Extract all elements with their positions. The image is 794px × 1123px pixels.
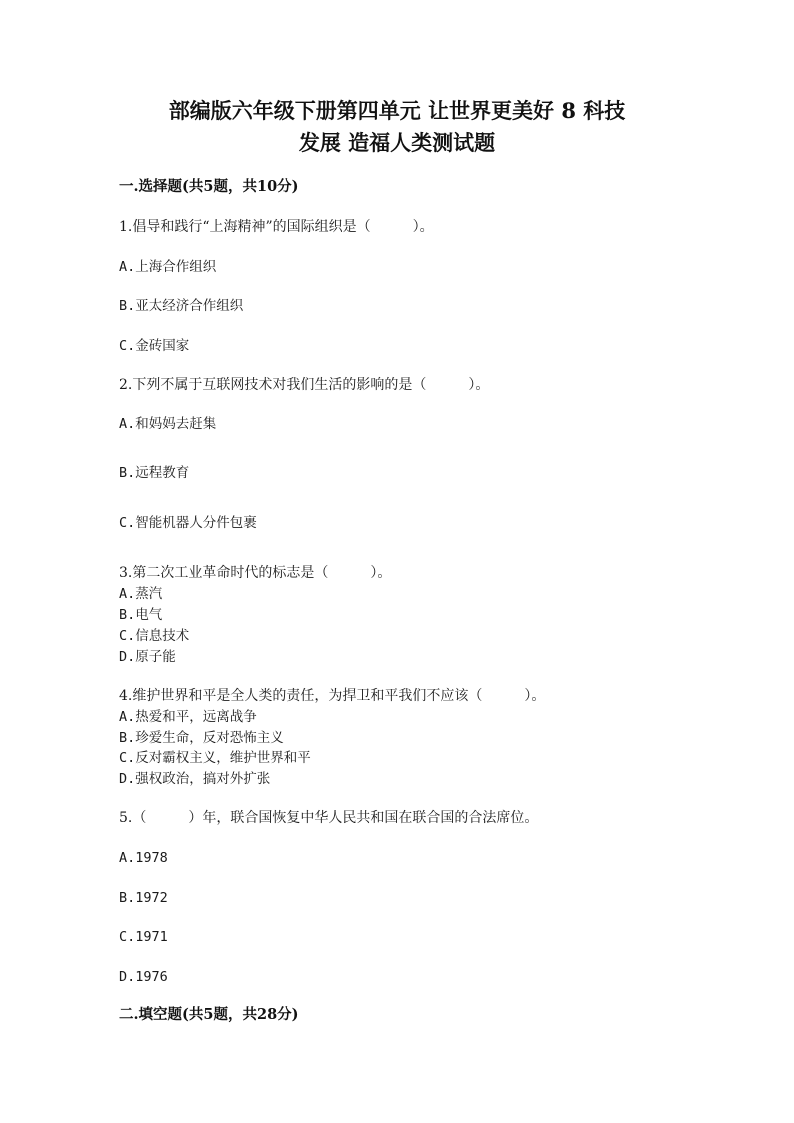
question-1-option-c: C.金砖国家 xyxy=(119,338,190,354)
question-3-option-a: A.蒸汽 xyxy=(119,586,163,602)
question-3-option-c: C.信息技术 xyxy=(119,628,190,644)
document-title-line-2: 发展 造福人类测试题 xyxy=(298,130,496,155)
question-5-stem: 5.（ ）年，联合国恢复中华人民共和国在联合国的合法席位。 xyxy=(119,810,539,826)
question-5-option-c: C.1971 xyxy=(119,929,168,945)
section-heading-fill-in: 二.填空题(共5题，共28分) xyxy=(119,1006,299,1023)
question-1-option-a: A.上海合作组织 xyxy=(119,259,217,275)
question-3-option-b: B.电气 xyxy=(119,607,163,623)
question-5-option-d: D.1976 xyxy=(119,969,168,985)
question-1-stem: 1.倡导和践行“上海精神”的国际组织是（ ）。 xyxy=(119,219,434,235)
question-2-option-b: B.远程教育 xyxy=(119,465,190,481)
question-4-option-a: A.热爱和平，远离战争 xyxy=(119,709,257,725)
document-title-line-1: 部编版六年级下册第四单元 让世界更美好 8 科技 xyxy=(168,98,626,123)
question-4-option-c: C.反对霸权主义，维护世界和平 xyxy=(119,750,311,766)
question-3-stem: 3.第二次工业革命时代的标志是（ ）。 xyxy=(119,565,392,581)
question-4-option-b: B.珍爱生命，反对恐怖主义 xyxy=(119,730,284,746)
question-2-option-a: A.和妈妈去赶集 xyxy=(119,416,217,432)
section-heading-choice: 一.选择题(共5题，共10分) xyxy=(119,178,299,195)
question-2-stem: 2.下列不属于互联网技术对我们生活的影响的是（ ）。 xyxy=(119,377,490,393)
question-2-option-c: C.智能机器人分件包裹 xyxy=(119,515,257,531)
question-1-option-b: B.亚太经济合作组织 xyxy=(119,298,244,314)
question-4-stem: 4.维护世界和平是全人类的责任，为捍卫和平我们不应该（ ）。 xyxy=(119,688,546,704)
question-5-option-b: B.1972 xyxy=(119,890,168,906)
question-5-option-a: A.1978 xyxy=(119,850,168,866)
question-4-option-d: D.强权政治，搞对外扩张 xyxy=(119,771,271,787)
question-3-option-d: D.原子能 xyxy=(119,649,176,665)
